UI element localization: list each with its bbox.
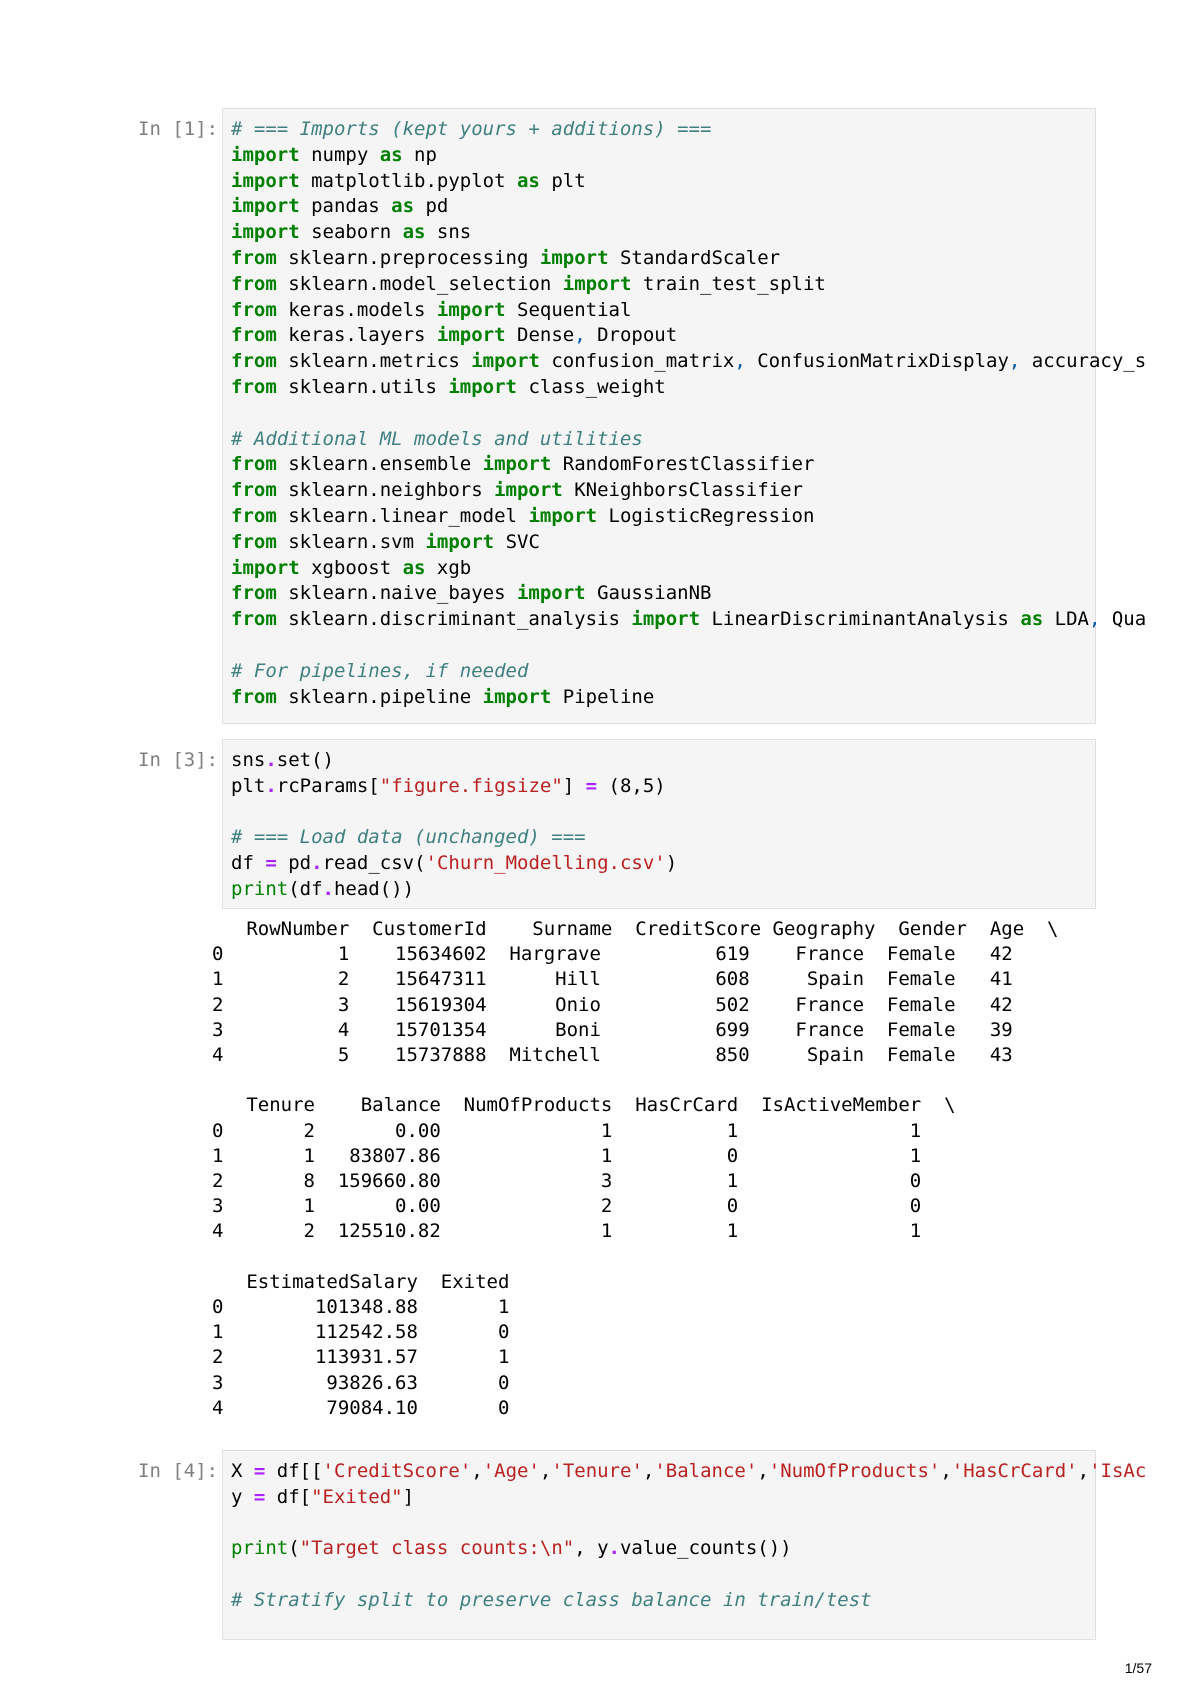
code-token: as (402, 221, 426, 244)
code-token: keras.models (276, 298, 437, 321)
code-token: import (494, 479, 563, 502)
code-token: keras.layers (276, 324, 437, 347)
code-token: print (231, 1537, 289, 1560)
code-token: import (425, 530, 495, 553)
code-token: sklearn.linear_model (276, 504, 529, 527)
code-token: as (402, 556, 426, 579)
code-token: Dense (505, 324, 575, 347)
code-token: GaussianNB (585, 582, 712, 605)
code-line (231, 581, 1095, 607)
code-token: = (585, 774, 598, 797)
code-token: ConfusionMatrixDisplay (745, 350, 1009, 373)
code-token: import (436, 324, 506, 347)
code-line (231, 220, 1095, 246)
code-token: set() (276, 749, 334, 771)
code-token: xgb (425, 556, 472, 579)
code-token: (8,5) (597, 774, 666, 797)
code-token: # Additional ML models and utilities (231, 427, 643, 450)
code-token: import (436, 298, 506, 321)
code-line (231, 323, 1095, 349)
code-line (231, 1459, 1147, 1485)
code-token: from (231, 504, 277, 527)
code-token: import (471, 350, 540, 373)
code-token: , (734, 350, 746, 373)
code-token: import (231, 169, 300, 192)
code-token: rcParams[ (276, 774, 380, 797)
code-line (231, 1536, 1095, 1562)
code-line (231, 504, 1095, 530)
code-token: , (574, 324, 586, 347)
code-token: Dropout (585, 324, 678, 347)
code-token: as (516, 169, 540, 192)
code-line (231, 298, 1095, 324)
code-token: sklearn.ensemble (276, 453, 483, 476)
code-token: ( (288, 1537, 300, 1560)
code-line (231, 685, 1095, 711)
code-token: 'Balance' (654, 1460, 758, 1482)
code-token: sklearn.preprocessing (276, 246, 540, 269)
code-token: pandas (299, 195, 392, 218)
code-token: from (231, 298, 277, 321)
code-token: , (1088, 608, 1101, 631)
code-line (231, 194, 1095, 220)
code-token: sklearn.discriminant_analysis (276, 608, 632, 631)
code-input-box[interactable] (222, 739, 1096, 909)
code-token: Qua (1100, 608, 1147, 631)
code-token: confusion_matrix (539, 350, 735, 373)
code-token: from (231, 479, 277, 502)
code-token: from (231, 350, 277, 373)
code-token: SVC (494, 530, 540, 553)
code-token: 'IsAc (1089, 1460, 1147, 1482)
code-token: Pipeline (551, 685, 655, 708)
code-line (231, 825, 1095, 851)
code-token: 'CreditScore' (322, 1460, 472, 1482)
code-token: , y (574, 1537, 609, 1560)
code-token: df (231, 852, 266, 875)
cell-output: RowNumber CustomerId Surname CreditScore Geography Gender Age \ 0 1 15634602 Hargrave 619 France Female 42 1 2 15647311 Hill 608 Spain Female 41 2 3 15619304 Onio 502 France Female 42 3 4 15701354 Boni 699 France Female 39 4 5 15737888 Mitchell 850 Spain Female 43 Tenure Balance NumOfProducts HasCrCard IsActiveMember \ 0 2 0.00 1 1 1 1 1 83807.86 1 0 1 2 8 159660.80 3 1 0 3 1 0.00 2 0 0 4 2 125510.82 1 1 1 EstimatedSalary Exited 0 101348.88 1 1 112542.58 0 2 113931.57 1 3 93826.63 0 4 79084.10 0 (212, 918, 1059, 1419)
code-token: 'Churn_Modelling.csv' (425, 852, 666, 875)
code-line (231, 478, 1095, 504)
code-line (231, 169, 1095, 195)
code-token: "figure.figsize" (379, 774, 563, 797)
code-token: print (231, 877, 289, 900)
code-token: StandardScaler (608, 246, 781, 269)
code-token: 'Age' (482, 1460, 540, 1482)
code-token: , (539, 1460, 552, 1482)
code-token: plt (231, 774, 266, 797)
code-token: head()) (333, 877, 415, 900)
code-token: , (757, 1460, 769, 1482)
code-token: import (231, 143, 300, 166)
code-token: import (631, 608, 701, 631)
code-token: from (231, 608, 277, 631)
code-token: sklearn.metrics (276, 350, 472, 373)
code-token: as (391, 195, 415, 218)
code-token: sklearn.neighbors (276, 479, 495, 502)
code-token: y (231, 1485, 254, 1508)
code-line (231, 1562, 1095, 1588)
code-token: . (322, 877, 334, 900)
code-input-box[interactable] (222, 108, 1147, 724)
code-token: numpy (299, 143, 380, 166)
code-token: "Exited" (311, 1485, 403, 1508)
code-token: = (253, 1460, 266, 1482)
code-line (231, 1485, 1095, 1511)
code-token: 'Tenure' (551, 1460, 643, 1482)
code-line (231, 401, 1095, 427)
code-token: value_counts()) (619, 1537, 792, 1560)
code-token: , (642, 1460, 655, 1482)
code-token: as (379, 143, 403, 166)
code-token: seaborn (299, 221, 403, 244)
code-line (231, 427, 1095, 453)
code-token: . (608, 1537, 620, 1560)
code-line (231, 774, 1095, 800)
code-token: . (265, 774, 277, 797)
code-token: sns (425, 221, 472, 244)
cell-prompt: In [4]: (138, 1460, 219, 1482)
cell-prompt: In [3]: (138, 749, 219, 771)
code-line (231, 349, 1147, 375)
code-token: class_weight (517, 375, 666, 398)
code-token: from (231, 324, 277, 347)
code-line (231, 375, 1095, 401)
code-line (231, 246, 1095, 272)
code-token: sklearn.pipeline (276, 685, 483, 708)
code-token: # For pipelines, if needed (231, 659, 529, 682)
code-line (231, 117, 1095, 143)
code-token: from (231, 375, 277, 398)
code-input-box[interactable] (222, 1450, 1147, 1640)
code-token: from (231, 685, 277, 708)
code-token: LDA (1043, 608, 1089, 631)
code-token: df[ (265, 1485, 312, 1508)
code-token: pd (276, 852, 312, 875)
code-token: LinearDiscriminantAnalysis (700, 608, 1021, 631)
code-token: pd (414, 195, 449, 218)
code-token: sklearn.svm (276, 530, 426, 553)
code-token: Sequential (505, 298, 632, 321)
code-token: , (940, 1460, 952, 1482)
code-line (231, 851, 1095, 877)
code-token: X (231, 1460, 254, 1482)
code-line (231, 607, 1147, 633)
code-token: import (231, 195, 300, 218)
code-token: # === Imports (kept yours + additions) === (231, 118, 712, 140)
code-token: import (539, 246, 609, 269)
code-token: as (1020, 608, 1044, 631)
code-token: from (231, 246, 277, 269)
code-token: from (231, 582, 277, 605)
code-line (231, 556, 1095, 582)
code-token: , (1077, 1460, 1090, 1482)
code-token: import (516, 582, 586, 605)
code-token: , (1008, 350, 1021, 373)
code-token: from (231, 453, 277, 476)
page-number: 1/57 (1124, 1660, 1152, 1676)
code-token: import (528, 504, 598, 527)
code-token: from (231, 530, 277, 553)
code-token: 'NumOfProducts' (768, 1460, 941, 1482)
code-line (231, 1511, 1095, 1537)
code-block (223, 1451, 1147, 1614)
code-token: sklearn.model_selection (276, 272, 563, 295)
code-line (231, 143, 1095, 169)
code-token: read_csv( (322, 852, 426, 875)
code-token: matplotlib.pyplot (299, 169, 517, 192)
code-line (231, 272, 1095, 298)
code-token: np (402, 143, 437, 166)
code-token: (df (288, 877, 323, 900)
code-token: from (231, 272, 277, 295)
code-token: df[[ (265, 1460, 323, 1482)
code-token: import (482, 453, 552, 476)
code-token: import (482, 685, 552, 708)
code-block (223, 740, 1095, 903)
code-token: # === Load data (unchanged) === (231, 826, 586, 849)
code-token: "Target class counts:\n" (299, 1537, 575, 1560)
code-token: import (562, 272, 632, 295)
code-token: RandomForestClassifier (551, 453, 815, 476)
code-token: . (311, 852, 323, 875)
code-token: import (231, 556, 300, 579)
code-line (231, 800, 1095, 826)
code-token: ] (562, 774, 586, 797)
code-token: KNeighborsClassifier (562, 479, 803, 502)
code-token: ] (402, 1485, 415, 1508)
code-token: sklearn.utils (276, 375, 449, 398)
code-line (231, 659, 1095, 685)
code-token: # Stratify split to preserve class balance in train/test (231, 1588, 872, 1611)
code-token: . (265, 749, 277, 771)
code-token: LogisticRegression (597, 504, 815, 527)
code-token: plt (539, 169, 586, 192)
code-token: = (265, 852, 277, 875)
code-token: ) (665, 852, 678, 875)
code-token: sklearn.naive_bayes (276, 582, 517, 605)
code-token: train_test_split (631, 272, 826, 295)
code-token: import (448, 375, 517, 398)
code-token: sns (231, 749, 266, 771)
cell-prompt: In [1]: (138, 118, 219, 140)
code-token: 'HasCrCard' (951, 1460, 1078, 1482)
code-line (231, 530, 1095, 556)
code-block (223, 109, 1147, 710)
code-line (231, 452, 1095, 478)
code-token: = (253, 1485, 266, 1508)
code-line (231, 1588, 1095, 1614)
code-line (231, 877, 1095, 903)
code-line (231, 748, 1095, 774)
code-token: accuracy_s (1020, 350, 1147, 373)
code-line (231, 633, 1095, 659)
code-token: , (471, 1460, 483, 1482)
code-token: xgboost (299, 556, 403, 579)
code-token: import (231, 221, 300, 244)
